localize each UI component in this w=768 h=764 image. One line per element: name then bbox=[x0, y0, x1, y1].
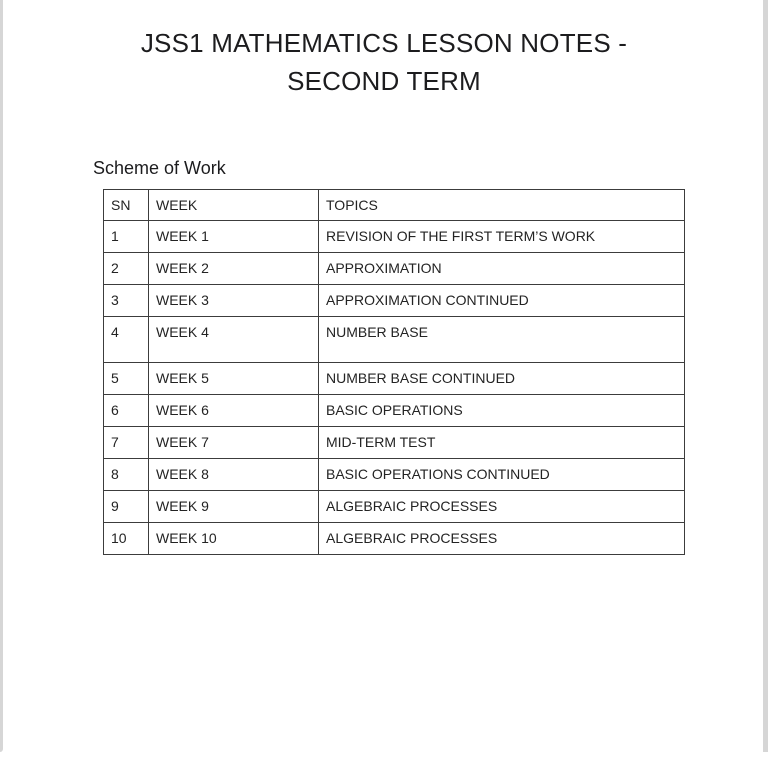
table-row bbox=[104, 285, 685, 317]
table-row bbox=[104, 253, 685, 285]
cell-sn: 1 bbox=[104, 221, 149, 253]
cell-sn: 3 bbox=[104, 285, 149, 317]
cell-topic: REVISION OF THE FIRST TERM’S WORK bbox=[319, 221, 685, 253]
cell-week: WEEK 7 bbox=[149, 427, 319, 459]
cell-topic: MID-TERM TEST bbox=[319, 427, 685, 459]
cell-week: WEEK 2 bbox=[149, 253, 319, 285]
cell-week: WEEK 5 bbox=[149, 363, 319, 395]
table-row bbox=[104, 459, 685, 491]
cell-week: WEEK 3 bbox=[149, 285, 319, 317]
table-row bbox=[104, 317, 685, 363]
cell-week: WEEK 8 bbox=[149, 459, 319, 491]
cell-topic: ALGEBRAIC PROCESSES bbox=[319, 523, 685, 555]
header-sn: SN bbox=[104, 190, 149, 221]
cell-week: WEEK 10 bbox=[149, 523, 319, 555]
table-row bbox=[104, 427, 685, 459]
table-row bbox=[104, 523, 685, 555]
section-heading: Scheme of Work bbox=[93, 158, 226, 178]
table-row bbox=[104, 363, 685, 395]
cell-sn: 10 bbox=[104, 523, 149, 555]
table-row bbox=[104, 491, 685, 523]
cell-topic: NUMBER BASE bbox=[319, 317, 685, 363]
cell-topic: APPROXIMATION CONTINUED bbox=[319, 285, 685, 317]
cell-topic: NUMBER BASE CONTINUED bbox=[319, 363, 685, 395]
cell-week: WEEK 4 bbox=[149, 317, 319, 363]
cell-week: WEEK 9 bbox=[149, 491, 319, 523]
header-topics: TOPICS bbox=[319, 190, 685, 221]
table-header-row bbox=[104, 190, 685, 221]
table-row bbox=[104, 221, 685, 253]
cell-sn: 2 bbox=[104, 253, 149, 285]
cell-topic: ALGEBRAIC PROCESSES bbox=[319, 491, 685, 523]
header-week: WEEK bbox=[149, 190, 319, 221]
scheme-of-work-table bbox=[103, 189, 685, 555]
cell-week: WEEK 6 bbox=[149, 395, 319, 427]
cell-week: WEEK 1 bbox=[149, 221, 319, 253]
cell-topic: BASIC OPERATIONS bbox=[319, 395, 685, 427]
cell-sn: 5 bbox=[104, 363, 149, 395]
cell-sn: 4 bbox=[104, 317, 149, 363]
cell-sn: 6 bbox=[104, 395, 149, 427]
document-title bbox=[84, 24, 684, 100]
document-title-line1: JSS1 MATHEMATICS LESSON NOTES - bbox=[140, 28, 628, 58]
cell-sn: 9 bbox=[104, 491, 149, 523]
cell-topic: APPROXIMATION bbox=[319, 253, 685, 285]
document-title-line2: SECOND TERM bbox=[287, 66, 481, 96]
cell-topic: BASIC OPERATIONS CONTINUED bbox=[319, 459, 685, 491]
table-row bbox=[104, 395, 685, 427]
cell-sn: 8 bbox=[104, 459, 149, 491]
cell-sn: 7 bbox=[104, 427, 149, 459]
